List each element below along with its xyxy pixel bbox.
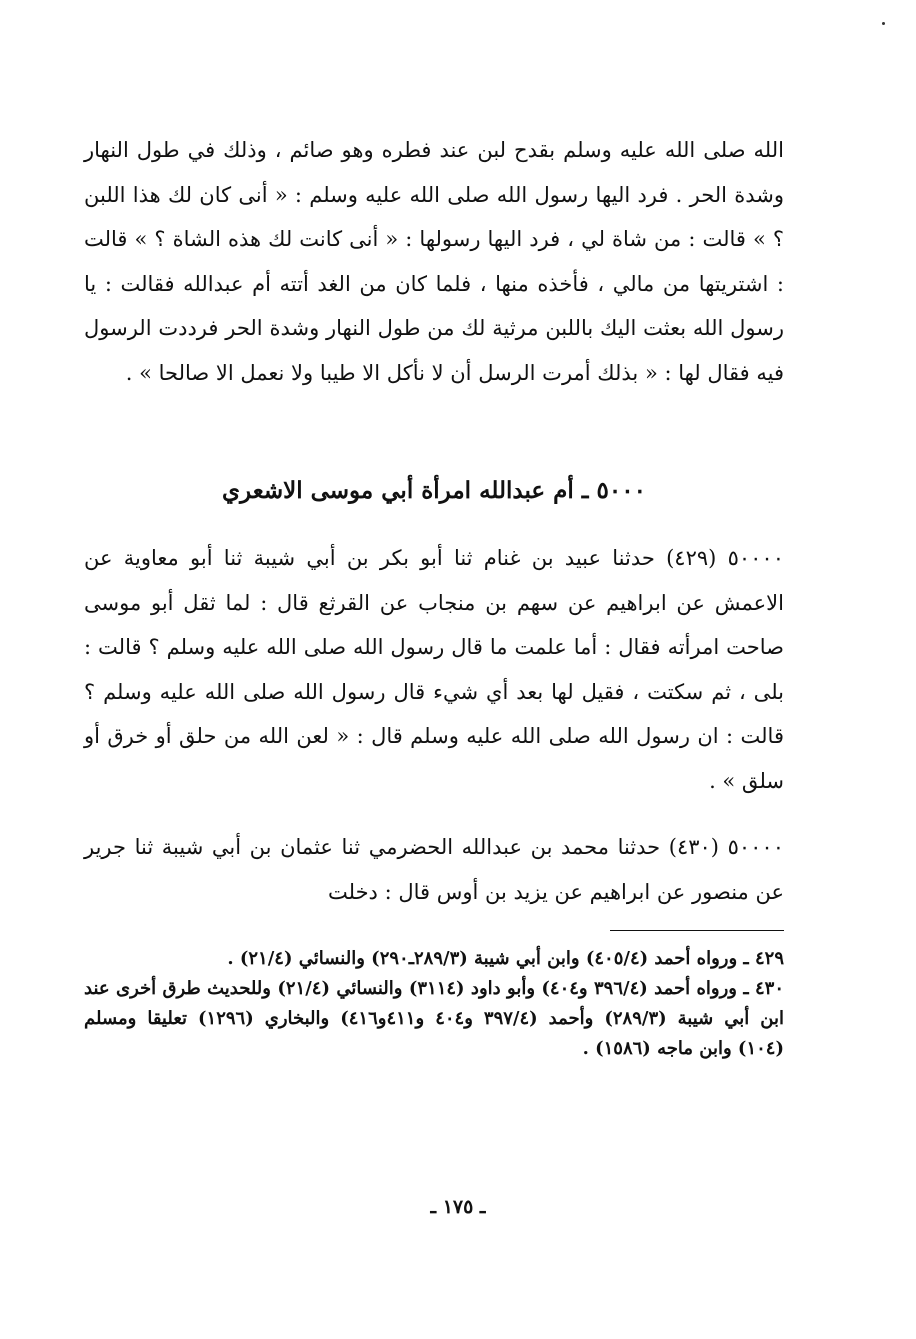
footnote-separator [610, 930, 784, 931]
footnotes [84, 944, 784, 1064]
body-paragraph-2: ٥٠٠٠٠ (٤٢٩) حدثنا عبيد بن غنام ثنا أبو بكر بن أبي شيبة ثنا أبو معاوية عن الاعمش عن ابراهيم عن سهم بن منجاب عن القرثع قال : لما ثقل أبو موسى صاحت امرأته فقال : أما علمت ما قال رسول الله صلى الله عليه وسلم ؟ قالت : بلى ، ثم سكتت ، فقيل لها بعد أي شيء قال رسول الله صلى الله عليه وسلم ؟ قالت : ان رسول الله صلى الله عليه وسلم قال : « لعن الله من حلق أو خرق أو سلق » . [84, 546, 784, 793]
scan-speck [882, 22, 885, 25]
section-heading: ٥٠٠٠ ـ أم عبدالله امرأة أبي موسى الاشعري [222, 477, 646, 504]
body-paragraph-1: الله صلى الله عليه وسلم بقدح لبن عند فطره وهو صائم ، وذلك في طول النهار وشدة الحر . فرد اليها رسول الله صلى الله عليه وسلم : « أنى كان لك هذا اللبن ؟ » قالت : من شاة لي ، فرد اليها رسولها : « أنى كانت لك هذه الشاة ؟ » قالت : اشتريتها من مالي ، فأخذه منها ، فلما كان من الغد أتته أم عبدالله فقالت : يا رسول الله بعثت اليك باللبن مرثية لك من طول النهار وشدة الحر فرددت الرسول فيه فقال لها : « بذلك أمرت الرسل أن لا نأكل الا طيبا ولا نعمل الا صالحا » . [84, 138, 784, 385]
footnote-430: ٤٣٠ ـ ورواه أحمد (٣٩٦/٤ و٤٠٤) وأبو داود (٣١١٤) والنسائي (٢١/٤) وللحديث طرق أخرى عند ابن أبي شيبة (٢٨٩/٣) وأحمد (٣٩٧/٤ و٤٠٤ و٤١١و٤١٦) والبخاري (١٢٩٦) تعليقا ومسلم (١٠٤) وابن ماجه (١٥٨٦) . [84, 978, 784, 1059]
body-paragraph-3: ٥٠٠٠٠ (٤٣٠) حدثنا محمد بن عبدالله الحضرمي ثنا عثمان بن أبي شيبة ثنا جرير عن منصور عن ابراهيم عن يزيد بن أوس قال : دخلت [84, 835, 784, 904]
footnote-429: ٤٢٩ ـ ورواه أحمد (٤٠٥/٤) وابن أبي شيبة (٢٨٩/٣ـ٢٩٠) والنسائي (٢١/٤) . [227, 948, 784, 969]
page-number: ـ ١٧٥ ـ [430, 1196, 486, 1218]
